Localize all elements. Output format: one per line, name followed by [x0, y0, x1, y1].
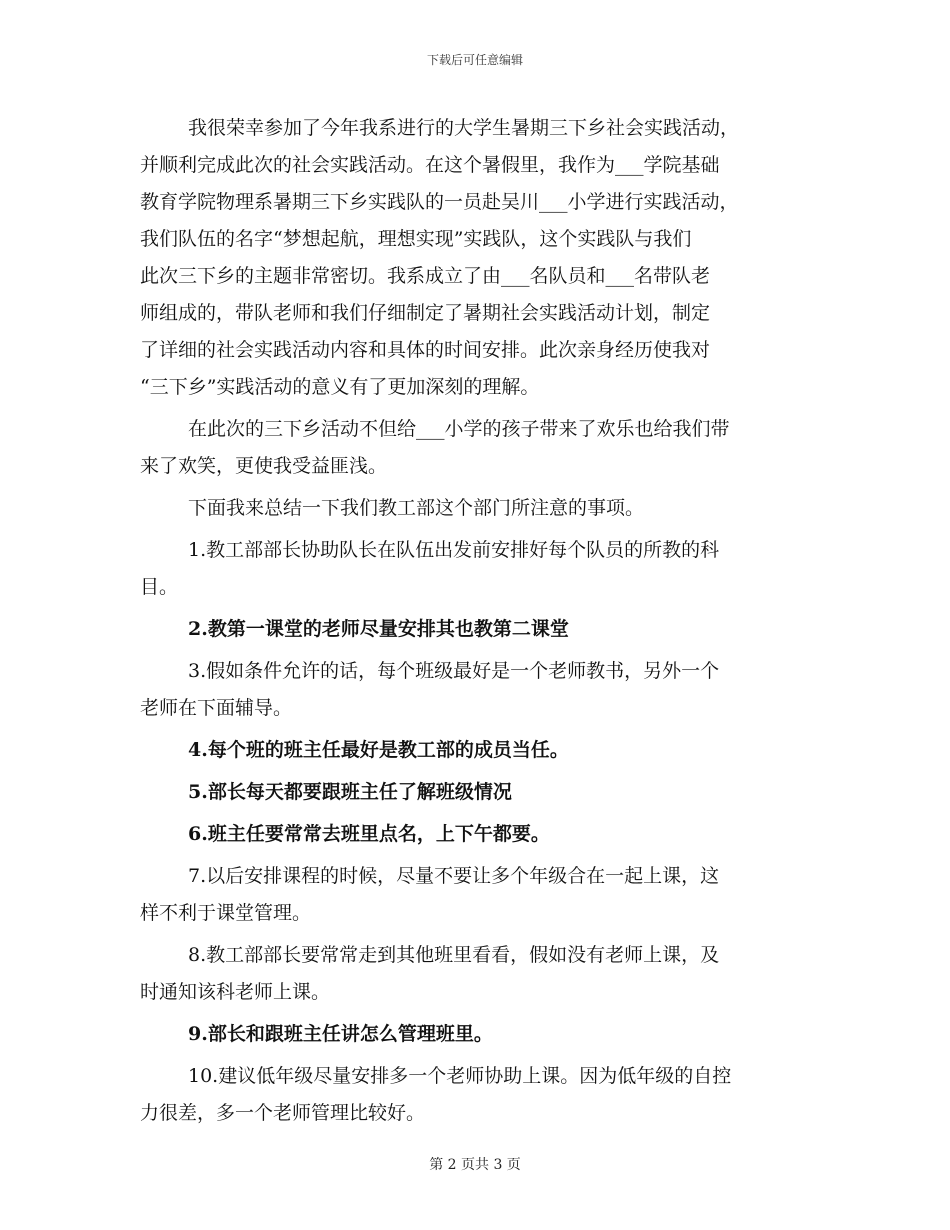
paragraph [140, 858, 830, 932]
text-line: 老师在下面辅导。 [140, 697, 293, 719]
text-line: 6.班主任要常常去班里点名，上下午都要。 [188, 823, 550, 845]
text-line: 此次三下乡的主题非常密切。我系成立了由___名队员和___名带队老 [140, 265, 711, 287]
paragraph [140, 732, 830, 769]
paragraph [140, 816, 830, 853]
text-line: 5.部长每天都要跟班主任了解班级情况 [188, 781, 512, 803]
text-line: 2.教第一课堂的老师尽量安排其也教第二课堂 [188, 618, 569, 640]
text-line: 了详细的社会实践活动内容和具体的时间安排。此次亲身经历使我对 [140, 339, 711, 361]
paragraph [140, 1058, 830, 1132]
text-line: 7.以后安排课程的时候，尽量不要让多个年级合在一起上课，这 [188, 865, 720, 887]
text-line: 教育学院物理系暑期三下乡实践队的一员赴吴川___小学进行实践活动， [140, 191, 739, 213]
text-line: 8.教工部部长要常常走到其他班里看看，假如没有老师上课，及 [188, 944, 720, 966]
text-line: 样不利于课堂管理。 [140, 902, 312, 924]
text-line: 师组成的，带队老师和我们仔细制定了暑期社会实践活动计划，制定 [140, 302, 711, 324]
paragraph [140, 1016, 830, 1053]
paragraph [140, 110, 830, 406]
text-line: 9.部长和跟班主任讲怎么管理班里。 [188, 1023, 493, 1045]
text-line: 4.每个班的班主任最好是教工部的成员当任。 [188, 739, 569, 761]
text-line: 1.教工部部长协助队长在队伍出发前安排好每个队员的所教的科 [188, 539, 720, 561]
text-line: 力很差，多一个老师管理比较好。 [140, 1102, 426, 1124]
paragraph [140, 653, 830, 727]
paragraph [140, 611, 830, 648]
page-header: 下载后可任意编辑 [426, 53, 523, 67]
page-footer: 第 2 页共 3 页 [429, 1157, 521, 1173]
text-line: 我们队伍的名字“梦想起航，理想实现”实践队，这个实践队与我们 [140, 228, 692, 250]
text-line: 并顺利完成此次的社会实践活动。在这个暑假里，我作为___学院基础 [140, 154, 720, 176]
paragraph [140, 532, 830, 606]
text-line: 下面我来总结一下我们教工部这个部门所注意的事项。 [188, 497, 645, 519]
text-line: 我很荣幸参加了今年我系进行的大学生暑期三下乡社会实践活动， [188, 117, 740, 139]
text-line: 在此次的三下乡活动不但给___小学的孩子带来了欢乐也给我们带 [188, 418, 730, 440]
text-line: 10.建议低年级尽量安排多一个老师协助上课。因为低年级的自控 [188, 1065, 732, 1087]
text-line: 3.假如条件允许的话，每个班级最好是一个老师教书，另外一个 [188, 660, 720, 682]
paragraph [140, 937, 830, 1011]
paragraph [140, 774, 830, 811]
text-line: 目。 [140, 576, 179, 598]
paragraph [140, 490, 830, 527]
text-line: 时通知该科老师上课。 [140, 981, 331, 1003]
paragraph [140, 411, 830, 485]
text-line: 来了欢笑，更使我受益匪浅。 [140, 455, 388, 477]
text-line: “三下乡”实践活动的意义有了更加深刻的理解。 [140, 376, 540, 398]
document-body [140, 110, 830, 1137]
